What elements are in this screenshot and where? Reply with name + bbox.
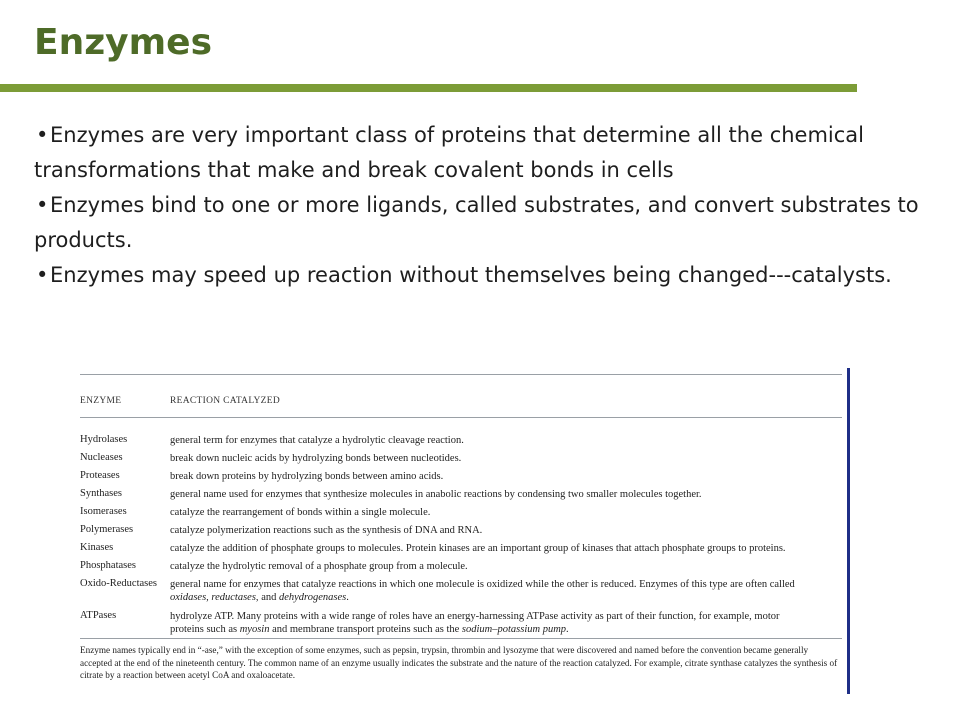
bullet-icon: • xyxy=(36,263,49,287)
table-row-name: Synthases xyxy=(80,488,122,499)
table-footnote: Enzyme names typically end in “-ase,” with the exception of some enzymes, such as pepsin, trypsin, thrombin and lysozyme that were discovered and named before the convention became generally accepted at the end of the nineteenth century. The common name of an enzyme usually indicates the substrate and the nature of the reaction catalyzed. For example, citrate synthase catalyzes the synthesis of citrate by a reaction between acetyl CoA and oxaloacetate. xyxy=(80,645,838,680)
title-underline xyxy=(0,84,857,92)
bullet-text: Enzymes bind to one or more ligands, called substrates, and convert substrates to products. xyxy=(34,193,919,252)
bullet-item xyxy=(34,258,934,293)
table-row-name: ATPases xyxy=(80,610,117,621)
row-desc-italic: myosin xyxy=(239,624,270,635)
footnote-rule xyxy=(80,638,842,639)
table-row-name: Polymerases xyxy=(80,524,134,535)
bullet-item xyxy=(34,118,934,188)
table-row-desc: catalyze the rearrangement of bonds within a single molecule. xyxy=(170,507,431,518)
header-reaction: REACTION CATALYZED xyxy=(170,396,281,406)
row-desc-line1: hydrolyze ATP. Many proteins with a wide range of roles have an energy-harnessing ATPase activity as part of their function, for example, motor xyxy=(170,611,780,622)
table-row-desc: general term for enzymes that catalyze a hydrolytic cleavage reaction. xyxy=(170,435,464,446)
table-row-name: Nucleases xyxy=(80,452,123,463)
row-desc-text: and membrane transport proteins such as the xyxy=(269,624,462,635)
enzyme-table-figure xyxy=(66,366,850,694)
slide-title: Enzymes xyxy=(34,22,212,63)
table-row-name: Phosphatases xyxy=(80,560,136,571)
figure-side-bar xyxy=(847,368,850,694)
bullet-icon: • xyxy=(36,123,49,147)
table-row-name: Oxido-Reductases xyxy=(80,578,157,589)
table-row-desc: break down proteins by hydrolyzing bonds between amino acids. xyxy=(170,471,444,482)
row-desc-italic: sodium–potassium pump xyxy=(461,624,567,635)
table-row-desc xyxy=(170,578,840,604)
bullet-item xyxy=(34,188,934,258)
row-desc-italic: oxidases, reductases, xyxy=(170,592,259,603)
bullet-icon: • xyxy=(36,193,49,217)
table-row-name: Kinases xyxy=(80,542,114,553)
row-desc-text: . xyxy=(566,624,569,635)
row-desc-text: . xyxy=(346,592,349,603)
row-desc-italic: dehydrogenases xyxy=(278,592,347,603)
row-desc-text: proteins such as xyxy=(170,624,240,635)
table-row-desc: catalyze polymerization reactions such as the synthesis of DNA and RNA. xyxy=(170,525,483,536)
table-row-name: Isomerases xyxy=(80,506,127,517)
header-rule xyxy=(80,417,842,418)
table-top-rule xyxy=(80,374,842,375)
header-enzyme: ENZYME xyxy=(80,396,122,406)
bullet-list xyxy=(34,118,934,293)
row-desc-line1: general name for enzymes that catalyze reactions in which one molecule is oxidized while the other is reduced. Enzymes of this type are often called xyxy=(170,579,795,590)
bullet-text: Enzymes are very important class of proteins that determine all the chemical transformations that make and break covalent bonds in cells xyxy=(34,123,865,182)
row-desc-text: and xyxy=(258,592,279,603)
table-row-desc: break down nucleic acids by hydrolyzing bonds between nucleotides. xyxy=(170,453,462,464)
bullet-text: Enzymes may speed up reaction without themselves being changed---catalysts. xyxy=(50,263,892,287)
table-row-desc: catalyze the addition of phosphate groups to molecules. Protein kinases are an important group of kinases that attach phosphate groups to proteins. xyxy=(170,543,786,554)
table-row-name: Proteases xyxy=(80,470,120,481)
table-row-name: Hydrolases xyxy=(80,434,128,445)
table-row-desc: general name used for enzymes that synthesize molecules in anabolic reactions by condensing two smaller molecules together. xyxy=(170,489,702,500)
table-row-desc: catalyze the hydrolytic removal of a phosphate group from a molecule. xyxy=(170,561,468,572)
table-row-desc xyxy=(170,610,840,636)
